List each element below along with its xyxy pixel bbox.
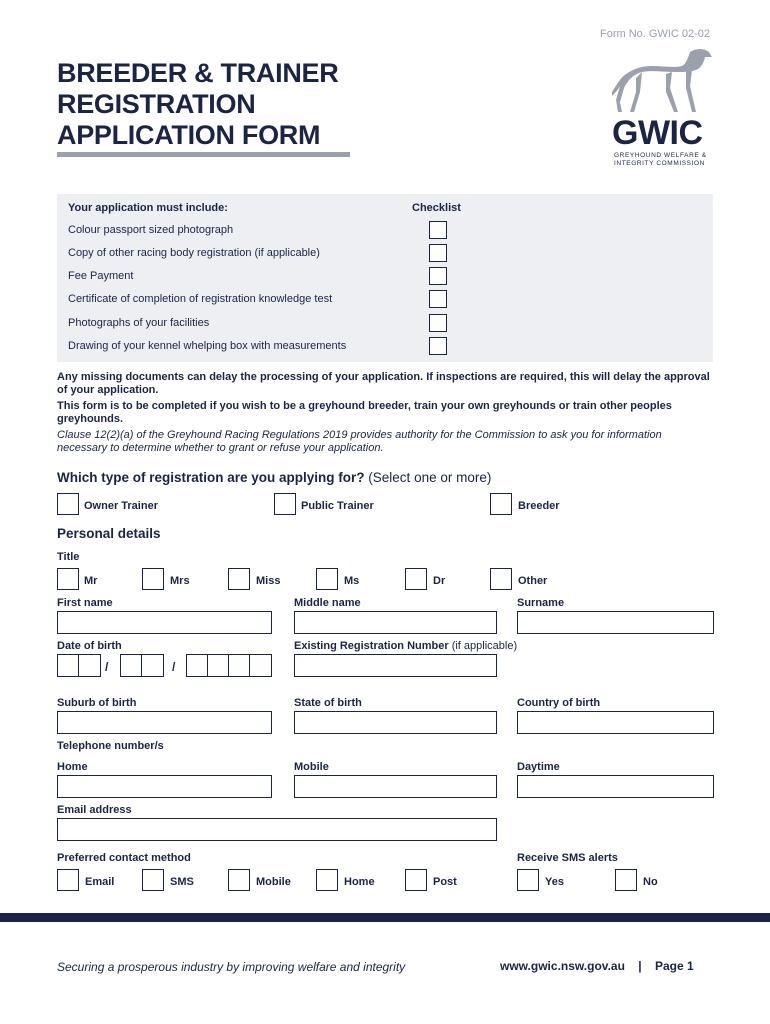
form-purpose-note: This form is to be completed if you wish to be a greyhound breeder, train your own greyhounds or train other peoples greyhounds. [57,400,672,425]
title-underline [57,152,350,157]
missing-documents-note: Any missing documents can delay the processing of your application. If inspections are required, this will delay the approval of your application. [57,371,710,396]
dob-year-digit-3[interactable] [228,654,251,677]
title-miss-checkbox[interactable] [228,568,250,590]
footer-tagline: Securing a prosperous industry by improving welfare and integrity [57,960,406,974]
country-field[interactable] [517,711,714,734]
title-mrs-label: Mrs [170,575,190,587]
title-line-1: BREEDER & TRAINER [57,58,339,88]
daytime-phone-label: Daytime [517,761,560,773]
dob-year-digit-1[interactable] [186,654,209,677]
checklist-checkbox[interactable] [429,314,447,332]
dob-day-digit-1[interactable] [57,654,80,677]
preferred-contact-label: Preferred contact method [57,852,191,864]
dob-year-digit-4[interactable] [249,654,272,677]
middle-name-field[interactable] [294,611,497,634]
checklist-checkbox[interactable] [429,337,447,355]
dob-year-digit-2[interactable] [207,654,230,677]
title-mr-label: Mr [84,575,98,587]
title-other-checkbox[interactable] [490,568,512,590]
suburb-label: Suburb of birth [57,697,137,709]
title-label: Title [57,551,80,563]
existing-reg-label: Existing Registration Number (if applicable) [294,640,518,652]
checklist-checkbox[interactable] [429,221,447,239]
email-label: Email address [57,804,132,816]
sms-no-checkbox[interactable] [615,869,637,891]
contact-home-checkbox[interactable] [316,869,338,891]
home-phone-field[interactable] [57,775,272,798]
checklist-checkbox[interactable] [429,267,447,285]
title-ms-checkbox[interactable] [316,568,338,590]
logo-wordmark: GWIC [612,114,703,152]
title-miss-label: Miss [256,575,281,587]
first-name-field[interactable] [57,611,272,634]
footer-right [500,959,694,973]
checklist-item: Photographs of your facilities [68,317,210,329]
dob-day-digit-2[interactable] [78,654,101,677]
dob-month-digit-2[interactable] [141,654,164,677]
title-other-label: Other [518,575,548,587]
public-trainer-label: Public Trainer [301,500,374,512]
clause-note: Clause 12(2)(a) of the Greyhound Racing Regulations 2019 provides authority for the Commission to ask you for information necessary to determine whether to grant or refuse your application. [57,429,662,454]
contact-mobile-checkbox[interactable] [228,869,250,891]
title-line-2: REGISTRATION [57,89,256,119]
checklist-item: Certificate of completion of registration knowledge test [68,293,333,305]
public-trainer-checkbox[interactable] [274,493,296,515]
logo-subtitle: GREYHOUND WELFARE & INTEGRITY COMMISSION [614,152,707,167]
registration-type-question: Which type of registration are you applying for? (Select one or more) [57,470,492,485]
gwic-logo [612,42,716,172]
first-name-label: First name [57,597,113,609]
daytime-phone-field[interactable] [517,775,714,798]
footer-bar [0,913,770,922]
mobile-phone-label: Mobile [294,761,329,773]
contact-email-checkbox[interactable] [57,869,79,891]
telephone-label: Telephone number/s [57,740,164,752]
title-dr-label: Dr [433,575,446,587]
contact-email-label: Email [85,876,115,888]
form-number: Form No. GWIC 02-02 [600,28,711,40]
mobile-phone-field[interactable] [294,775,497,798]
middle-name-label: Middle name [294,597,361,609]
checklist-item: Colour passport sized photograph [68,224,234,236]
checklist-header-right: Checklist [412,202,461,214]
contact-home-label: Home [344,876,375,888]
page-title [57,58,338,151]
sms-no-label: No [643,876,658,888]
dob-separator: / [105,660,109,674]
document-checklist [57,194,713,362]
checklist-checkbox[interactable] [429,244,447,262]
owner-trainer-checkbox[interactable] [57,493,79,515]
page-number: Page 1 [654,959,694,973]
state-label: State of birth [294,697,362,709]
title-dr-checkbox[interactable] [405,568,427,590]
existing-reg-field[interactable] [294,654,497,677]
contact-post-label: Post [433,876,457,888]
personal-details-heading: Personal details [57,526,161,541]
state-field[interactable] [294,711,497,734]
checklist-item: Fee Payment [68,270,134,282]
sms-yes-label: Yes [545,876,564,888]
title-line-3: APPLICATION FORM [57,120,321,150]
checklist-header-left: Your application must include: [68,202,228,214]
contact-sms-checkbox[interactable] [142,869,164,891]
footer-website: www.gwic.nsw.gov.au [500,959,625,973]
contact-sms-label: SMS [170,876,194,888]
contact-post-checkbox[interactable] [405,869,427,891]
title-ms-label: Ms [344,575,360,587]
checklist-item: Copy of other racing body registration (if applicable) [68,247,320,259]
surname-label: Surname [517,597,565,609]
surname-field[interactable] [517,611,714,634]
suburb-field[interactable] [57,711,272,734]
breeder-label: Breeder [518,500,560,512]
footer-separator: | [638,959,642,973]
home-phone-label: Home [57,761,88,773]
contact-mobile-label: Mobile [256,876,291,888]
owner-trainer-label: Owner Trainer [84,500,158,512]
greyhound-icon [612,42,716,117]
breeder-checkbox[interactable] [490,493,512,515]
checklist-item: Drawing of your kennel whelping box with measurements [68,340,347,352]
checklist-checkbox[interactable] [429,290,447,308]
title-mr-checkbox[interactable] [57,568,79,590]
email-field[interactable] [57,818,497,841]
sms-alerts-label: Receive SMS alerts [517,852,618,864]
dob-separator: / [172,660,176,674]
dob-month-digit-1[interactable] [120,654,143,677]
title-mrs-checkbox[interactable] [142,568,164,590]
sms-yes-checkbox[interactable] [517,869,539,891]
dob-label: Date of birth [57,640,122,652]
country-label: Country of birth [517,697,601,709]
